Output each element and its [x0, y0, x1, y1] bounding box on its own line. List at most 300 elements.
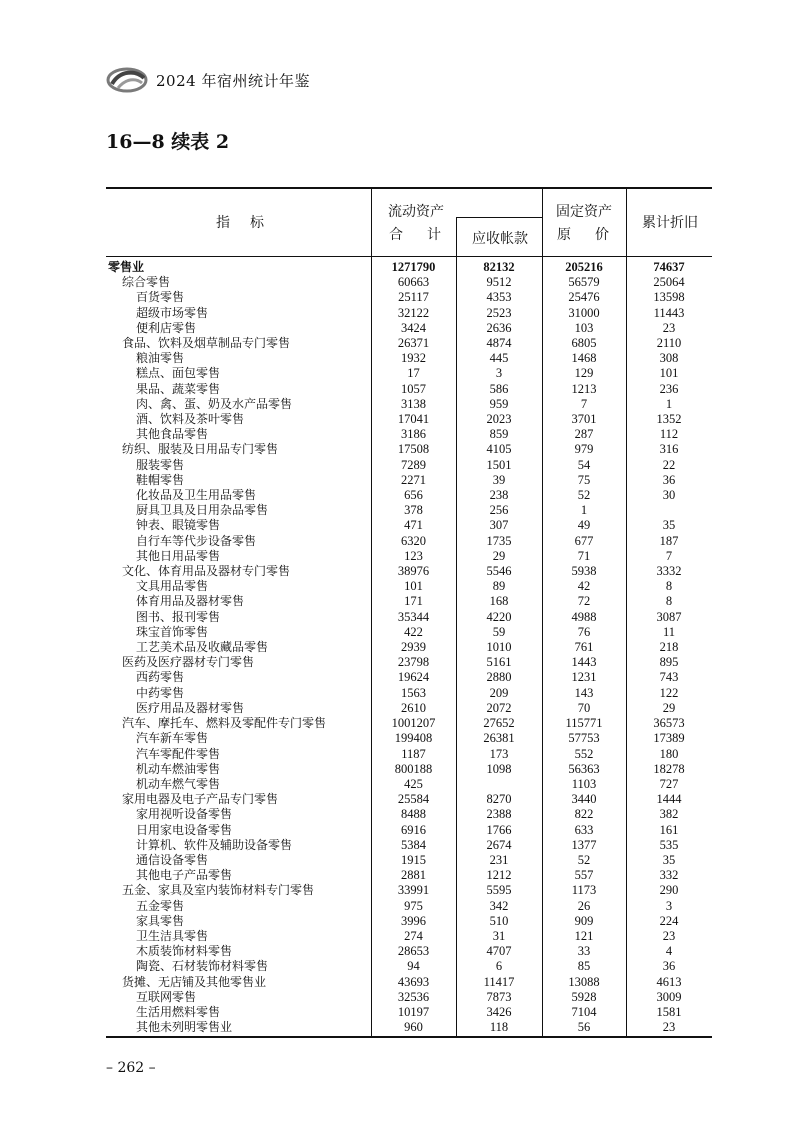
fixed-assets-cell: 54: [577, 457, 591, 472]
receivables-cell: 2523: [486, 305, 512, 320]
fixed-assets-cell: 7104: [571, 1004, 597, 1019]
current-assets-cell: 6916: [401, 822, 426, 837]
fixed-assets-cell: 287: [574, 427, 594, 442]
current-assets-cell: 975: [404, 898, 423, 913]
depreciation-cell: 727: [659, 776, 679, 791]
receivables-cell: 1501: [486, 457, 512, 472]
receivables-header: 应收帐款: [472, 231, 528, 247]
depreciation-cell: 25064: [653, 275, 685, 290]
current-assets-cell: 10197: [397, 1004, 430, 1019]
depreciation-cell: 29: [662, 700, 676, 715]
fixed-assets-cell: 5938: [571, 564, 597, 579]
fixed-assets-cell: 42: [577, 579, 591, 594]
fixed-assets-cell: 1468: [571, 351, 597, 366]
depreciation-cell: 36573: [653, 716, 685, 731]
fixed-assets-cell: 7: [580, 396, 588, 411]
header-char: 价: [595, 227, 609, 243]
depreciation-cell: 101: [659, 366, 679, 381]
fixed-assets-cell: 115771: [565, 716, 603, 731]
fixed-assets-cell: 3440: [571, 792, 597, 807]
current-assets-cell: 1001207: [391, 716, 436, 731]
current-assets-cell: 1915: [401, 852, 426, 867]
depreciation-cell: 74637: [653, 260, 685, 274]
table-row: [106, 260, 712, 275]
receivables-cell: 1766: [486, 822, 512, 837]
page-number: – 262 –: [106, 1060, 156, 1076]
table-row: [106, 686, 712, 701]
row-label: 五金零售: [136, 898, 185, 913]
current-assets-cell: 123: [404, 548, 423, 563]
current-assets-cell: 425: [404, 776, 423, 791]
depreciation-cell: 316: [659, 442, 679, 457]
receivables-cell: 118: [489, 1020, 509, 1035]
depreciation-cell: 535: [659, 837, 679, 852]
table-row: [106, 1005, 712, 1020]
receivables-cell: 510: [489, 913, 509, 928]
receivables-cell: 2023: [486, 412, 512, 427]
receivables-top-rule: [456, 217, 542, 218]
fixed-assets-cell: 71: [577, 548, 591, 563]
fixed-assets-cell: 25476: [568, 290, 600, 305]
current-assets-cell: 7289: [401, 457, 426, 472]
depreciation-cell: 7: [665, 548, 673, 563]
row-label: 工艺美术品及收藏品零售: [136, 640, 269, 655]
current-assets-cell: 26371: [397, 336, 430, 351]
fixed-assets-cell: 143: [574, 685, 594, 700]
fixed-assets-cell: 1173: [571, 883, 597, 898]
row-label: 汽车、摩托车、燃料及零配件专门零售: [122, 716, 327, 731]
receivables-cell: 3426: [486, 1004, 512, 1019]
receivables-cell: 1212: [486, 868, 512, 883]
table-row: [106, 883, 712, 898]
receivables-cell: 209: [489, 685, 509, 700]
row-label: 钟表、眼镜零售: [136, 518, 221, 533]
current-assets-cell: 35344: [397, 609, 430, 624]
depreciation-cell: 22: [662, 457, 676, 472]
depreciation-cell: 11: [662, 624, 676, 639]
table-body: [106, 260, 712, 1035]
depreciation-cell: 1444: [656, 792, 682, 807]
fixed-assets-cell: 52: [577, 488, 591, 503]
table-row: [106, 412, 712, 427]
row-label: 其他食品零售: [136, 427, 209, 442]
table-row: [106, 747, 712, 762]
depreciation-cell: 122: [659, 685, 679, 700]
depreciation-cell: 35: [662, 518, 676, 533]
row-label: 自行车等代步设备零售: [136, 533, 257, 548]
fixed-assets-cell: 121: [574, 928, 594, 943]
receivables-cell: 2880: [486, 670, 512, 685]
current-assets-cell: 32122: [397, 305, 430, 320]
fixed-assets-cell: 822: [574, 807, 594, 822]
fixed-assets-cell: 33: [577, 944, 591, 959]
receivables-cell: 2674: [486, 837, 512, 852]
receivables-cell: 39: [492, 472, 506, 487]
current-assets-cell: 1563: [401, 685, 426, 700]
row-label: 卫生洁具零售: [136, 928, 209, 943]
yearbook-logo-icon: [106, 66, 150, 94]
fixed-assets-cell: 3701: [571, 412, 597, 427]
depreciation-cell: 112: [659, 427, 679, 442]
table-row: [106, 579, 712, 594]
receivables-cell: 11417: [483, 974, 515, 989]
fixed-assets-cell: 4988: [571, 609, 597, 624]
table-bottom-rule: [106, 1036, 712, 1038]
table-row: [106, 610, 712, 625]
current-assets-cell: 471: [404, 518, 423, 533]
receivables-cell: 4874: [486, 336, 512, 351]
table-row: [106, 625, 712, 640]
current-assets-cell: 60663: [397, 275, 430, 290]
depreciation-cell: 290: [659, 883, 679, 898]
row-label: 机动车燃气零售: [136, 776, 221, 791]
table-row: [106, 290, 712, 305]
table-row: [106, 731, 712, 746]
fixed-assets-cell: 70: [577, 700, 591, 715]
receivables-cell: 2388: [486, 807, 512, 822]
table-row: [106, 868, 712, 883]
row-label: 果品、蔬菜零售: [136, 381, 221, 396]
row-label: 家具零售: [136, 913, 185, 928]
current-assets-cell: 3138: [401, 396, 426, 411]
receivables-cell: 5546: [486, 564, 512, 579]
row-label: 互联网零售: [136, 989, 197, 1004]
table-row: [106, 473, 712, 488]
current-assets-cell: 94: [407, 959, 420, 974]
receivables-cell: 27652: [483, 716, 515, 731]
fixed-assets-original-header: [557, 224, 609, 244]
fixed-assets-cell: 31000: [568, 305, 600, 320]
depreciation-cell: 895: [659, 655, 679, 670]
row-label: 酒、饮料及茶叶零售: [136, 412, 245, 427]
fixed-assets-cell: 205216: [565, 260, 603, 274]
table-top-rule: [106, 187, 712, 189]
fixed-assets-cell: 56363: [568, 761, 600, 776]
depreciation-cell: 218: [659, 640, 679, 655]
fixed-assets-cell: 129: [574, 366, 594, 381]
receivables-cell: 445: [489, 351, 509, 366]
receivables-cell: 173: [489, 746, 509, 761]
receivables-cell: 9512: [486, 275, 512, 290]
row-label: 汽车新车零售: [136, 731, 209, 746]
table-row: [106, 762, 712, 777]
row-label: 体育用品及器材零售: [136, 594, 245, 609]
table-row: [106, 777, 712, 792]
depreciation-cell: 308: [659, 351, 679, 366]
current-assets-cell: 1187: [401, 746, 426, 761]
header-char: 合: [389, 227, 403, 243]
current-assets-cell: 1932: [401, 351, 426, 366]
fixed-assets-cell: 13088: [568, 974, 600, 989]
row-label: 文化、体育用品及器材专门零售: [122, 564, 291, 579]
fixed-assets-cell: 75: [577, 472, 591, 487]
current-assets-total-header: [389, 224, 441, 244]
fixed-assets-cell: 85: [577, 959, 591, 974]
current-assets-cell: 960: [404, 1020, 423, 1035]
depreciation-cell: 35: [662, 852, 676, 867]
table-row: [106, 503, 712, 518]
receivables-cell: 4220: [486, 609, 512, 624]
current-assets-cell: 23798: [397, 655, 430, 670]
table-row: [106, 306, 712, 321]
receivables-cell: 8270: [486, 792, 512, 807]
receivables-cell: 307: [489, 518, 509, 533]
fixed-assets-cell: 5928: [571, 989, 597, 1004]
table-row: [106, 823, 712, 838]
current-assets-cell: 19624: [397, 670, 430, 685]
table-row: [106, 351, 712, 366]
table-row: [106, 488, 712, 503]
table-row: [106, 336, 712, 351]
receivables-cell: 859: [489, 427, 509, 442]
row-label: 化妆品及卫生用品零售: [136, 488, 257, 503]
table-row: [106, 640, 712, 655]
receivables-cell: 1010: [486, 640, 512, 655]
table-row: [106, 701, 712, 716]
table-row: [106, 549, 712, 564]
depreciation-cell: 11443: [653, 305, 685, 320]
row-label: 汽车零配件零售: [136, 746, 221, 761]
current-assets-cell: 378: [404, 503, 423, 518]
fixed-assets-cell: 633: [574, 822, 594, 837]
current-assets-cell: 25584: [397, 792, 430, 807]
table-row: [106, 899, 712, 914]
row-label: 粮油零售: [136, 351, 185, 366]
depreciation-cell: 18278: [653, 761, 685, 776]
depreciation-cell: 3: [665, 898, 673, 913]
table-row: [106, 275, 712, 290]
header-bottom-rule: [106, 256, 712, 257]
fixed-assets-cell: 76: [577, 624, 591, 639]
receivables-cell: 82132: [483, 260, 515, 274]
table-row: [106, 670, 712, 685]
depreciation-cell: 3332: [656, 564, 682, 579]
depreciation-cell: 3087: [656, 609, 682, 624]
current-assets-cell: 1271790: [391, 260, 436, 274]
fixed-assets-cell: 56579: [568, 275, 600, 290]
row-label: 便利店零售: [136, 320, 197, 335]
table-row: [106, 458, 712, 473]
row-label: 超级市场零售: [136, 305, 209, 320]
depreciation-cell: 8: [665, 594, 673, 609]
receivables-cell: 4707: [486, 944, 512, 959]
fixed-assets-cell: 6805: [571, 336, 597, 351]
current-assets-cell: 3186: [401, 427, 426, 442]
indicator-header-char: 指: [216, 215, 230, 231]
current-assets-cell: 171: [404, 594, 423, 609]
fixed-assets-cell: 979: [574, 442, 594, 457]
row-label: 货摊、无店铺及其他零售业: [122, 974, 267, 989]
table-row: [106, 1020, 712, 1035]
current-assets-cell: 2271: [401, 472, 426, 487]
table-row: [106, 366, 712, 381]
current-assets-cell: 2939: [401, 640, 426, 655]
row-label: 通信设备零售: [136, 852, 209, 867]
current-assets-cell: 17: [407, 366, 420, 381]
depreciation-cell: 3009: [656, 989, 682, 1004]
fixed-assets-cell: 1443: [571, 655, 597, 670]
depreciation-cell: 4613: [656, 974, 682, 989]
depreciation-cell: 23: [662, 1020, 676, 1035]
current-assets-cell: 6320: [401, 533, 426, 548]
current-assets-cell: 2881: [401, 868, 426, 883]
receivables-cell: 31: [492, 928, 506, 943]
row-label: 医疗用品及器材零售: [136, 700, 245, 715]
fixed-assets-cell: 1: [580, 503, 588, 518]
depreciation-header: 累计折旧: [642, 215, 698, 231]
row-label: 机动车燃油零售: [136, 761, 221, 776]
page-header: [106, 66, 310, 94]
fixed-assets-cell: 909: [574, 913, 594, 928]
fixed-assets-cell: 1103: [571, 776, 597, 791]
fixed-assets-cell: 552: [574, 746, 594, 761]
table-row: [106, 959, 712, 974]
current-assets-cell: 5384: [401, 837, 426, 852]
row-label: 中药零售: [136, 685, 185, 700]
fixed-assets-cell: 72: [577, 594, 591, 609]
fixed-assets-cell: 557: [574, 868, 594, 883]
header-char: 计: [427, 227, 441, 243]
table-row: [106, 442, 712, 457]
depreciation-cell: 161: [659, 822, 679, 837]
table-row: [106, 914, 712, 929]
receivables-cell: 342: [489, 898, 509, 913]
row-label: 家用电器及电子产品专门零售: [122, 792, 279, 807]
depreciation-cell: 36: [662, 472, 676, 487]
row-label: 零售业: [108, 260, 145, 274]
fixed-assets-cell: 103: [574, 320, 594, 335]
depreciation-cell: 382: [659, 807, 679, 822]
depreciation-cell: 180: [659, 746, 679, 761]
receivables-cell: 7873: [486, 989, 512, 1004]
depreciation-cell: 8: [665, 579, 673, 594]
row-label: 服装零售: [136, 457, 185, 472]
row-label: 鞋帽零售: [136, 472, 185, 487]
current-assets-header: 流动资产: [388, 204, 444, 220]
table-row: [106, 975, 712, 990]
current-assets-cell: 3424: [401, 320, 426, 335]
row-label: 食品、饮料及烟草制品专门零售: [122, 336, 291, 351]
depreciation-cell: 23: [662, 928, 676, 943]
fixed-assets-cell: 52: [577, 852, 591, 867]
table-row: [106, 944, 712, 959]
receivables-cell: 256: [489, 503, 509, 518]
row-label: 纺织、服装及日用品专门零售: [122, 442, 279, 457]
table-row: [106, 853, 712, 868]
row-label: 其他未列明零售业: [136, 1020, 233, 1035]
receivables-cell: 5161: [486, 655, 512, 670]
receivables-cell: 959: [489, 396, 509, 411]
current-assets-cell: 3996: [401, 913, 426, 928]
receivables-cell: 6: [495, 959, 503, 974]
current-assets-cell: 38976: [397, 564, 430, 579]
table-row: [106, 397, 712, 412]
table-row: [106, 594, 712, 609]
row-label: 五金、家具及室内装饰材料专门零售: [122, 883, 315, 898]
current-assets-cell: 1057: [401, 381, 426, 396]
receivables-cell: 26381: [483, 731, 515, 746]
receivables-cell: 3: [495, 366, 503, 381]
fixed-assets-cell: 1377: [571, 837, 597, 852]
depreciation-cell: 2110: [656, 336, 682, 351]
current-assets-cell: 2610: [401, 700, 426, 715]
depreciation-cell: 13598: [653, 290, 685, 305]
current-assets-cell: 8488: [401, 807, 426, 822]
depreciation-cell: 23: [662, 320, 676, 335]
depreciation-cell: 1581: [656, 1004, 682, 1019]
indicator-header: [216, 212, 264, 232]
table-row: [106, 990, 712, 1005]
table-row: [106, 564, 712, 579]
current-assets-cell: 101: [404, 579, 423, 594]
row-label: 百货零售: [136, 290, 185, 305]
fixed-assets-cell: 26: [577, 898, 591, 913]
fixed-assets-cell: 56: [577, 1020, 591, 1035]
depreciation-cell: 224: [659, 913, 679, 928]
row-label: 糕点、面包零售: [136, 366, 221, 381]
table-row: [106, 716, 712, 731]
fixed-assets-cell: 1213: [571, 381, 597, 396]
depreciation-cell: 4: [665, 944, 673, 959]
depreciation-cell: [626, 503, 712, 518]
table-row: [106, 534, 712, 549]
table-row: [106, 838, 712, 853]
receivables-cell: 1098: [486, 761, 512, 776]
row-label: 医药及医疗器材专门零售: [122, 655, 255, 670]
depreciation-cell: 36: [662, 959, 676, 974]
fixed-assets-cell: 49: [577, 518, 591, 533]
row-label: 家用视听设备零售: [136, 807, 233, 822]
row-label: 木质装饰材料零售: [136, 944, 233, 959]
current-assets-cell: 422: [404, 624, 423, 639]
table-row: [106, 427, 712, 442]
receivables-cell: 2072: [486, 700, 512, 715]
book-title: 2024 年宿州统计年鉴: [156, 71, 310, 90]
depreciation-cell: 743: [659, 670, 679, 685]
current-assets-cell: 274: [404, 928, 423, 943]
receivables-cell: 29: [492, 548, 506, 563]
depreciation-cell: 30: [662, 488, 676, 503]
depreciation-cell: 332: [659, 868, 679, 883]
current-assets-cell: 43693: [397, 974, 430, 989]
row-label: 生活用燃料零售: [136, 1004, 221, 1019]
row-label: 厨具卫具及日用杂品零售: [136, 503, 269, 518]
table-row: [106, 807, 712, 822]
row-label: 图书、报刊零售: [136, 609, 221, 624]
current-assets-cell: 199408: [394, 731, 433, 746]
depreciation-cell: 1: [665, 396, 673, 411]
current-assets-cell: 25117: [398, 290, 429, 305]
receivables-cell: 1735: [486, 533, 512, 548]
receivables-cell: [456, 777, 542, 792]
table-row: [106, 382, 712, 397]
receivables-cell: 4353: [486, 290, 512, 305]
indicator-header-char: 标: [250, 215, 264, 231]
receivables-cell: 231: [489, 852, 509, 867]
row-label: 陶瓷、石材装饰材料零售: [136, 959, 269, 974]
row-label: 珠宝首饰零售: [136, 624, 209, 639]
fixed-assets-cell: 761: [574, 640, 594, 655]
table-row: [106, 792, 712, 807]
current-assets-cell: 800188: [394, 761, 433, 776]
fixed-assets-header: 固定资产: [556, 204, 612, 220]
row-label: 文具用品零售: [136, 579, 209, 594]
table-row: [106, 321, 712, 336]
receivables-cell: 168: [489, 594, 509, 609]
fixed-assets-cell: 57753: [568, 731, 600, 746]
depreciation-cell: 1352: [656, 412, 682, 427]
depreciation-cell: 17389: [653, 731, 685, 746]
